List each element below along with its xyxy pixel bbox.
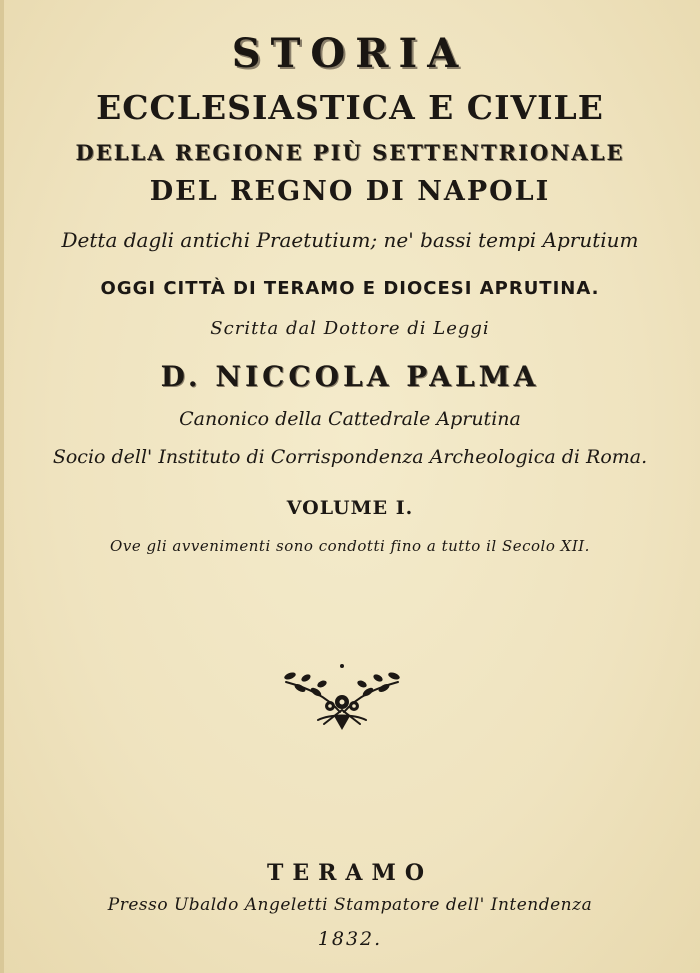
author-role-socio: Socio dell' Instituto di Corrispondenza Archeologica di Roma. (52, 446, 648, 468)
author-name: D. NICCOLA PALMA (160, 360, 540, 393)
book-subtitle-line-1: ECCLESIASTICA E CIVILE (96, 88, 604, 127)
floral-wreath-ornament-icon (278, 662, 406, 734)
volume-scope: Ove gli avvenimenti sono condotti fino a tutto il Secolo XII. (110, 537, 590, 555)
detta-line: Detta dagli antichi Praetutium; ne' bassi tempi Aprutium (61, 228, 639, 252)
oggi-line: OGGI CITTÀ DI TERAMO E DIOCESI APRUTINA. (100, 278, 600, 299)
volume-label: VOLUME I. (286, 497, 414, 519)
imprint-city: TERAMO (266, 860, 433, 886)
author-role-canonico: Canonico della Cattedrale Aprutina (179, 408, 521, 430)
imprint-year: 1832. (317, 928, 383, 950)
written-by-line: Scritta dal Dottore di Leggi (210, 318, 490, 339)
book-subtitle-line-2: DELLA REGIONE PIÙ SETTENTRIONALE (75, 140, 625, 165)
book-title: STORIA (231, 30, 469, 77)
imprint-printer: Presso Ubaldo Angeletti Stampatore dell' Intendenza (107, 895, 593, 915)
book-subtitle-line-3: DEL REGNO DI NAPOLI (149, 176, 551, 207)
